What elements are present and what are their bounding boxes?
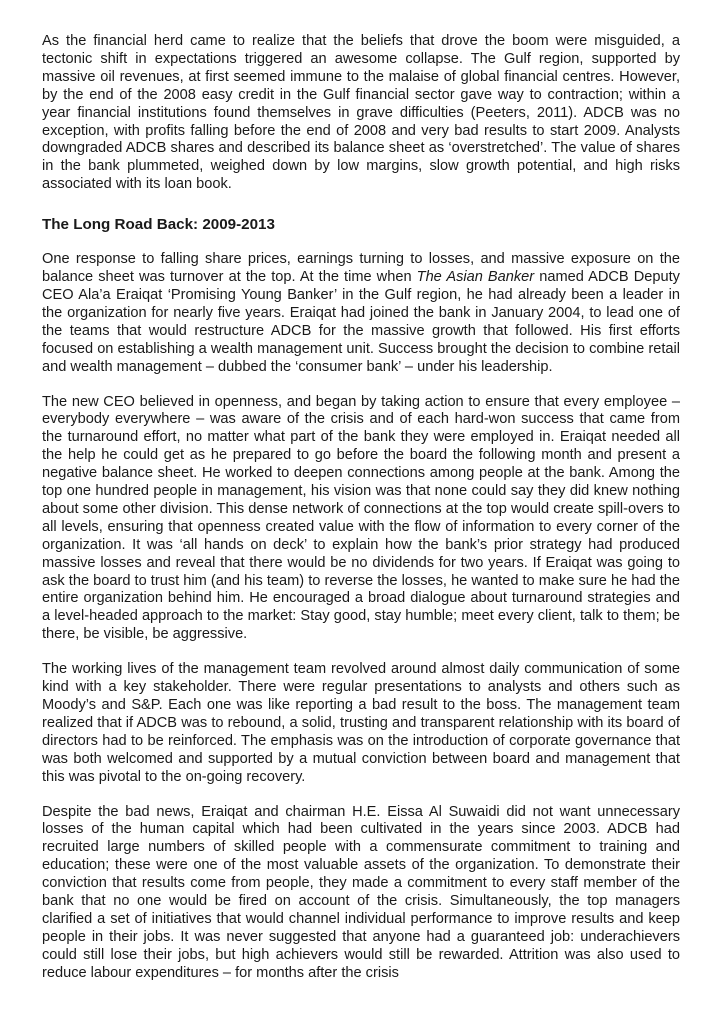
spacer: [42, 644, 680, 661]
spacer: [42, 194, 680, 216]
spacer: [42, 234, 680, 251]
text-run: One response to falling share prices, earnings turning to losses, and massive exposure on the balance sheet was turnover at the top. At the time when: [42, 251, 680, 286]
spacer: [42, 787, 680, 804]
publication-title: The Asian Banker: [416, 269, 535, 286]
spacer: [42, 377, 680, 394]
body-paragraph: Despite the bad news, Eraiqat and chairman H.E. Eissa Al Suwaidi did not want unnecessary losses of the human capital which had been cultivated in the years since 2003. ADCB had recruited large numbers of skilled people with a commensurate commitment to training and education; these were one of the most valuable assets of the organization. To demonstrate their conviction that results come from people, they made a commitment to every staff member of the bank that no one would be fired on account of the crisis. Simultaneously, the top managers clarified a set of initiatives that would channel individual performance to improve results and keep people in their jobs. It was never suggested that anyone had a guaranteed job: underachievers could still lose their jobs, but high achievers would still be rewarded. Attrition was also used to reduce labour expenditures – for months after the crisis: [42, 803, 680, 981]
body-paragraph: As the financial herd came to realize that the beliefs that drove the boom were misguided, a tectonic shift in expectations triggered an awesome collapse. The Gulf region, supported by massive oil revenues, at first seemed immune to the malaise of global financial centres. However, by the end of the 2008 easy credit in the Gulf financial sector gave way to contraction; within a year financial institutions found themselves in grave difficulties (Peeters, 2011). ADCB was no exception, with profits falling before the end of 2008 and very bad results to start 2009. Analysts downgraded ADCB shares and described its balance sheet as ‘overstretched’. The value of shares in the bank plummeted, weighed down by low margins, slow growth potential, and high risks associated with its loan book.: [42, 33, 680, 193]
section-heading: The Long Road Back: 2009-2013: [42, 216, 275, 234]
body-paragraph: [42, 251, 680, 376]
body-paragraph: The working lives of the management team revolved around almost daily communication of some kind with a key stakeholder. There were regular presentations to analysts and others such as Moody’s and S&P. Each one was like reporting a bad result to the boss. The management team realized that if ADCB was to rebound, a solid, trusting and transparent relationship with its board of directors had to be reinforced. The emphasis was on the introduction of corporate governance that was both welcomed and supported by a mutual conviction between board and management that this was pivotal to the on-going recovery.: [42, 661, 680, 785]
text-run: named ADCB Deputy CEO Ala’a Eraiqat ‘Promising Young Banker’ in the Gulf region, he had already been a leader in the organization for nearly five years. Eraiqat had joined the bank in January 2004, to lead one of the teams that would restructure ADCB for the massive growth that followed. His first efforts focused on establishing a wealth management unit. Success brought the decision to combine retail and wealth management – dubbed the ‘consumer bank’ – under his leadership.: [42, 269, 680, 375]
body-paragraph: The new CEO believed in openness, and began by taking action to ensure that every employee – everybody everywhere – was aware of the crisis and of each hard-won success that came from the turnaround effort, no matter what part of the bank they were employed in. Eraiqat needed all the help he could get as he prepared to go before the board the following month and present a negative balance sheet. He worked to deepen connections among people at the bank. Among the top one hundred people in management, his vision was that none could say they did knew nothing about some other division. This dense network of connections at the top would create spill-overs to all levels, ensuring that openness created value with the flow of information to every corner of the organization. It was ‘all hands on deck’ to explain how the bank’s prior strategy had produced massive losses and reveal that there would be no dividends for two years. If Eraiqat was going to ask the board to trust him (and his team) to reverse the losses, he wanted to make sure he had the entire organization behind him. He encouraged a broad dialogue about turnaround strategies and a level-headed approach to the market: Stay good, stay humble; meet every client, talk to them; be there, be visible, be aggressive.: [42, 393, 680, 643]
document-page: [42, 33, 680, 983]
